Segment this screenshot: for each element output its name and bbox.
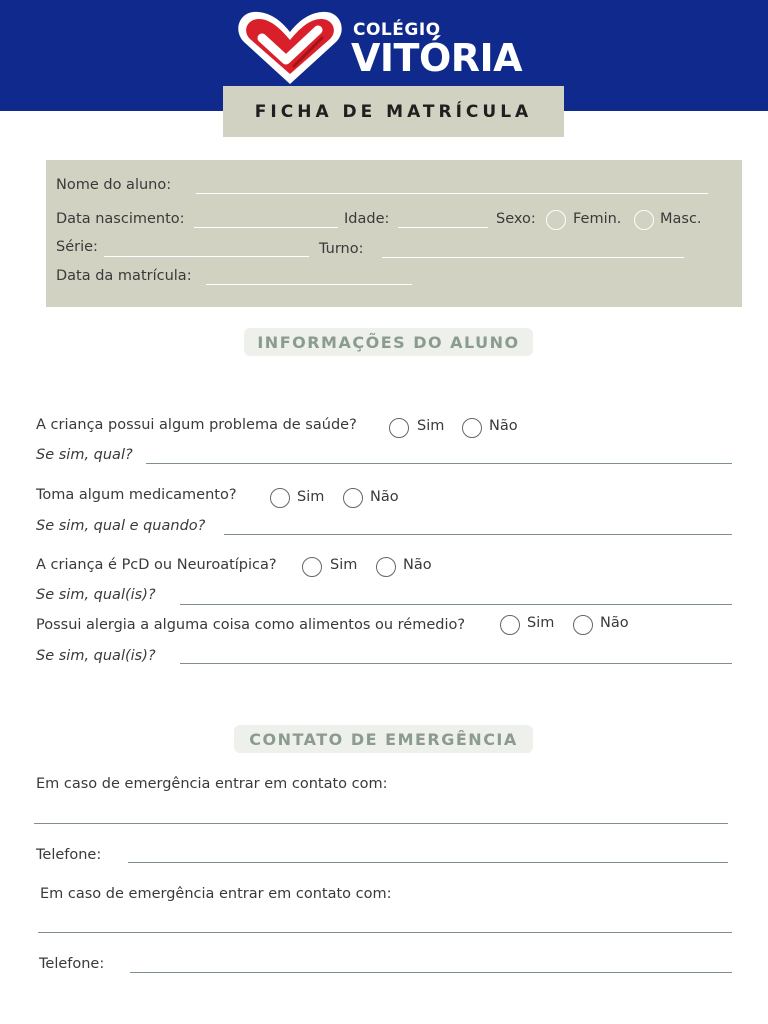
medication-followup-label: Se sim, qual e quando?: [36, 518, 206, 534]
allergy-yes-radio[interactable]: [500, 615, 520, 635]
grade-field[interactable]: [104, 256, 309, 257]
form-title-box: [223, 86, 564, 137]
enroll-date-field[interactable]: [206, 284, 412, 285]
age-field[interactable]: [398, 227, 488, 228]
pcd-yes-radio[interactable]: [302, 557, 322, 577]
question-pcd: A criança é PcD ou Neuroatípica?: [36, 557, 277, 573]
heart-logo-icon: [234, 8, 346, 88]
emergency-contact-1-field[interactable]: [34, 823, 728, 824]
emergency-phone-1-field[interactable]: [128, 862, 728, 863]
age-label: Idade:: [344, 211, 390, 227]
question-allergy: Possui alergia a alguma coisa como alimentos ou rémedio?: [36, 617, 466, 633]
health-followup-field[interactable]: [146, 463, 732, 464]
grade-label: Série:: [56, 239, 98, 255]
section-emergency-title: CONTATO DE EMERGÊNCIA: [249, 729, 518, 749]
form-title: FICHA DE MATRÍCULA: [254, 101, 533, 122]
pcd-no-radio[interactable]: [376, 557, 396, 577]
female-radio[interactable]: [546, 210, 566, 230]
allergy-followup-field[interactable]: [180, 663, 732, 664]
health-yes-label: Sim: [417, 418, 445, 434]
section-emergency-header: [234, 725, 533, 753]
health-no-label: Não: [489, 418, 518, 434]
birth-field[interactable]: [194, 227, 338, 228]
question-medication: Toma algum medicamento?: [36, 487, 237, 503]
health-followup-label: Se sim, qual?: [36, 447, 133, 463]
emergency-phone-2-label: Telefone:: [39, 956, 105, 972]
question-health: A criança possui algum problema de saúde?: [36, 417, 357, 433]
emergency-phone-1-label: Telefone:: [36, 847, 102, 863]
male-radio[interactable]: [634, 210, 654, 230]
male-option-label: Masc.: [660, 211, 702, 227]
allergy-yes-label: Sim: [527, 615, 555, 631]
pcd-yes-label: Sim: [330, 557, 358, 573]
pcd-followup-label: Se sim, qual(is)?: [36, 587, 156, 603]
allergy-followup-label: Se sim, qual(is)?: [36, 648, 156, 664]
medication-yes-label: Sim: [297, 489, 325, 505]
emergency-contact-1-label: Em caso de emergência entrar em contato com:: [36, 776, 388, 792]
health-yes-radio[interactable]: [389, 418, 409, 438]
pcd-no-label: Não: [403, 557, 432, 573]
emergency-phone-2-field[interactable]: [130, 972, 732, 973]
section-student-info-title: INFORMAÇÕES DO ALUNO: [257, 332, 520, 352]
allergy-no-label: Não: [600, 615, 629, 631]
medication-no-radio[interactable]: [343, 488, 363, 508]
brand-title: VITÓRIA: [351, 36, 523, 80]
emergency-contact-2-label: Em caso de emergência entrar em contato com:: [40, 886, 392, 902]
female-option-label: Femin.: [573, 211, 622, 227]
name-label: Nome do aluno:: [56, 177, 172, 193]
shift-label: Turno:: [319, 241, 364, 257]
medication-followup-field[interactable]: [224, 534, 732, 535]
birth-label: Data nascimento:: [56, 211, 185, 227]
pcd-followup-field[interactable]: [180, 604, 732, 605]
enroll-date-label: Data da matrícula:: [56, 268, 192, 284]
name-field[interactable]: [196, 193, 708, 194]
medication-no-label: Não: [370, 489, 399, 505]
allergy-no-radio[interactable]: [573, 615, 593, 635]
section-student-info-header: [244, 328, 533, 356]
emergency-contact-2-field[interactable]: [38, 932, 732, 933]
brand-subtitle: COLÉGIO: [353, 20, 441, 40]
sex-label: Sexo:: [496, 211, 536, 227]
health-no-radio[interactable]: [462, 418, 482, 438]
shift-field[interactable]: [382, 257, 684, 258]
medication-yes-radio[interactable]: [270, 488, 290, 508]
